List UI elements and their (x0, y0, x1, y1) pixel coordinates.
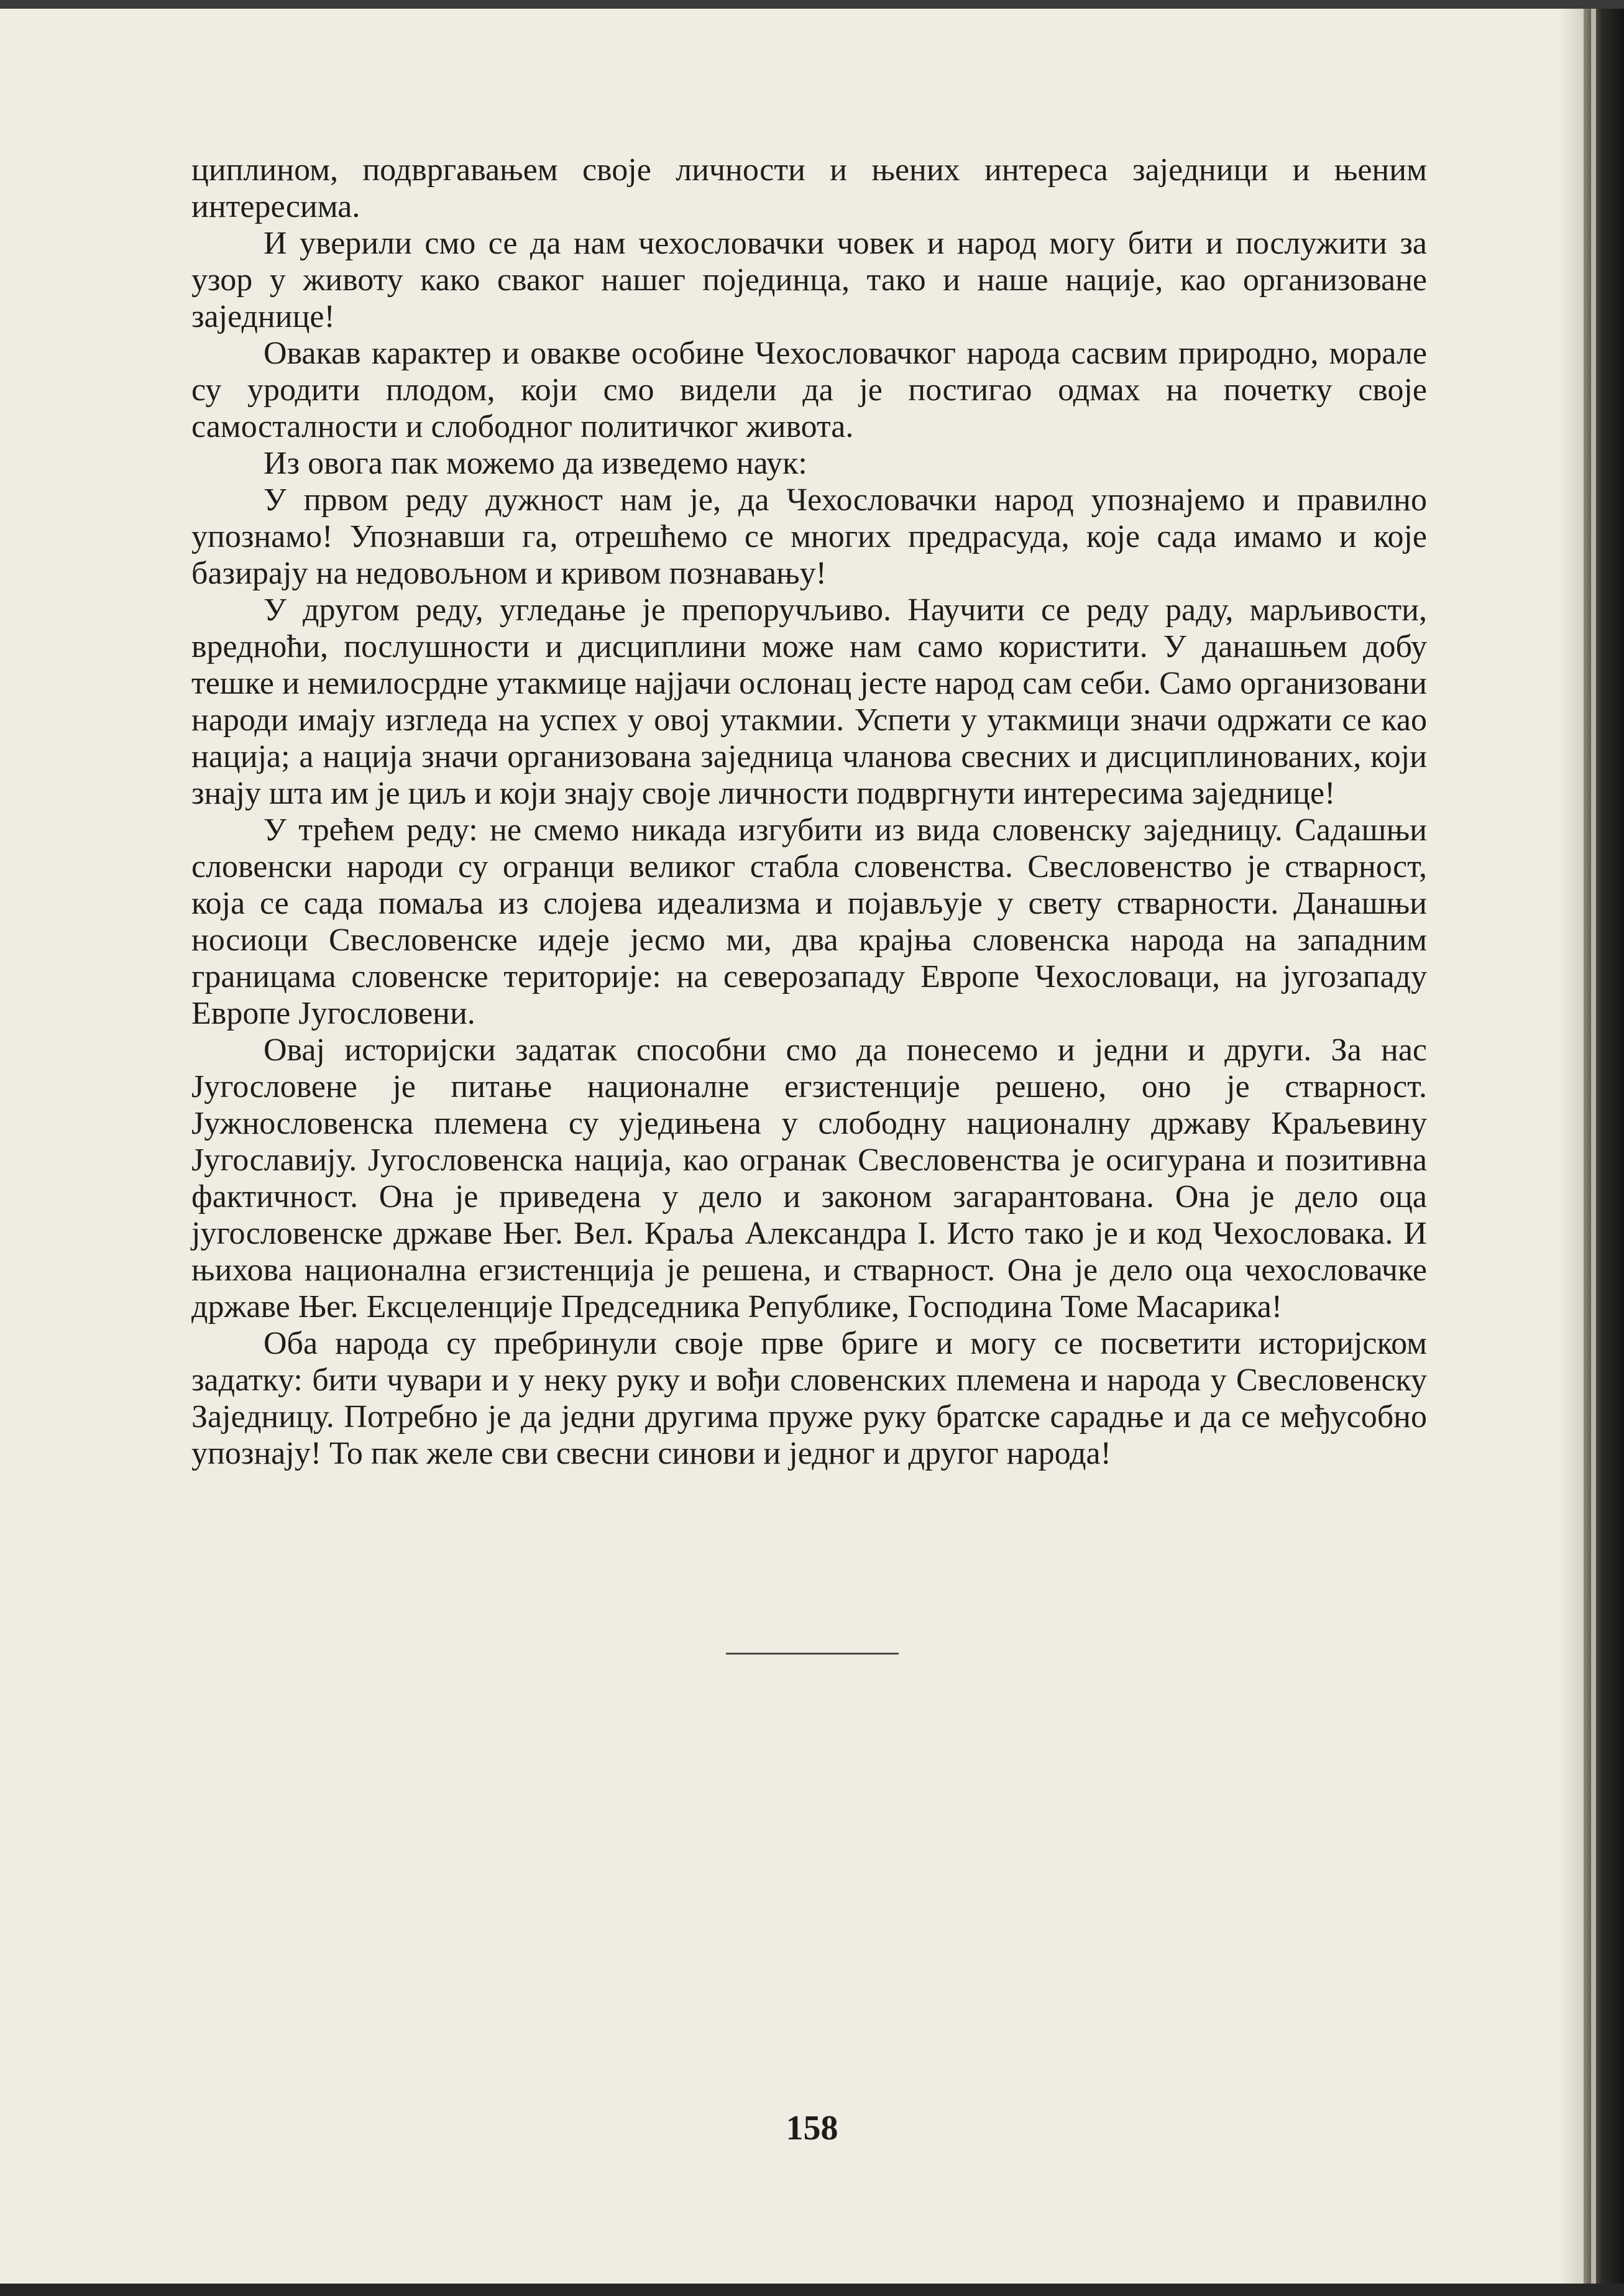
binding-strip (1591, 9, 1596, 2284)
paragraph: Оба народа су пребринули своје прве бриге и могу се посветити историјском задатку: бити чувари и у неку руку и вођи словенских племена и народа у Свесловенску Заједницу. Потребно је да једни другима пруже руку братске сарадње и да се међусобно упознају! То пак желе сви свесни синови и једног и другог народа! (191, 1326, 1427, 1471)
paragraph: Из овога пак можемо да изведемо наук: (264, 446, 807, 481)
paragraph: Овакав карактер и овакве особине Чехословачког народа сасвим природно, морале су уродити плодом, који смо видели да је постигао одмах на почетку своје самосталности и слободног политичког живота. (191, 336, 1427, 444)
section-divider (726, 1653, 899, 1655)
paragraph: У првом реду дужност нам је, да Чехословачки народ упознајемо и правилно упознамо! Упознавши га, отрешћемо се многих предрасуда, које сада имамо и које базирају на недовољном и кривом познавању! (191, 482, 1427, 591)
paragraph: У другом реду, угледање је препоручљиво. Научити се реду раду, марљивости, вредноћи, послушности и дисциплини може нам само користити. У данашњем добу тешке и немилосрдне утакмице најјачи ослонац јесте народ сам себи. Само организовани народи имају изгледа на успех у овој утакмии. Успети у утакмици значи одржати се као нација; а нација значи организована заједница чланова свесних и дисциплинованих, који знају шта им је циљ и који знају своје личности подвргнути интересима заједнице! (191, 592, 1427, 811)
page-number: 158 (786, 2109, 838, 2147)
paragraph-continuation: циплином, подвргавањем своје личности и њених интереса заједници и њеним интересима. (191, 152, 1427, 224)
page-gutter-shadow (1559, 9, 1584, 2284)
scan-bottom-edge (0, 2284, 1624, 2296)
paragraph: У трећем реду: не смемо никада изгубити из вида словенску заједницу. Садашњи словенски народи су огранци великог стабла словенства. Свесловенство је стварност, која се сада помаља из слојева идеализма и појављује у свету стварности. Данашњи носиоци Свесловенске идеје јесмо ми, два крајња словенска народа на западним границама словенске територије: на северозападу Европе Чехословаци, на југозападу Европе Југословени. (191, 812, 1427, 1031)
scan-top-edge (0, 0, 1624, 9)
paragraph: И уверили смо се да нам чехословачки човек и народ могу бити и послужити за узор у животу како сваког нашег појединца, тако и наше нације, као организоване заједнице! (191, 226, 1427, 334)
body-text (191, 152, 1427, 1472)
paragraph: Овај историјски задатак способни смо да понесемо и једни и други. За нас Југословене је питање националне егзистенције решено, оно је стварност. Јужнословенска племена су уједињена у слободну националну државу Краљевину Југославију. Југословенска нација, као огранак Свесловенства је осигурана и позитивна фактичност. Она је приведена у дело и законом загарантована. Она је дело оца југословенске државе Њег. Вел. Краља Александра I. Исто тако је и код Чехословака. И њихова национална егзистенција је решена, и стварност. Она је дело оца чехословачке државе Њег. Ексцеленције Председника Републике, Господина Томе Масарика! (191, 1032, 1427, 1325)
book-binding-edge (1584, 9, 1624, 2284)
